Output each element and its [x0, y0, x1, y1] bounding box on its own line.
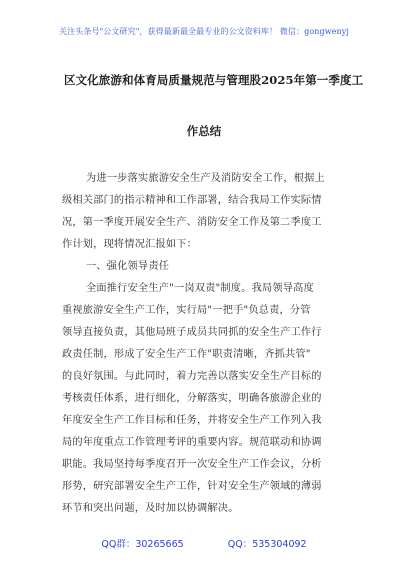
qq-group-number: QQ群：30265665 — [101, 539, 184, 550]
qq-number: QQ：535304092 — [227, 539, 307, 550]
section-body-line: 环节和突出问题，及时加以协调解决。 — [62, 503, 239, 514]
document-body — [62, 168, 362, 520]
intro-paragraph-line: 级相关部门的指示精神和工作部署，结合我局工作实际情 — [62, 195, 322, 206]
section-body-line: 全面推行安全生产"一岗双责"制度。我局领导高度 — [86, 283, 314, 294]
intro-paragraph-line: 况，第一季度开展安全生产、消防安全工作及第二季度工 — [62, 217, 322, 228]
contact-footer — [0, 539, 408, 551]
section-body-line: 的良好氛围。与此同时，着力完善以落实安全生产目标的 — [62, 371, 322, 382]
intro-paragraph-line: 作计划，现将情况汇报如下： — [62, 239, 198, 250]
section-body-line: 年度安全生产工作目标和任务，并将安全生产工作列入我 — [62, 415, 322, 426]
section-body-line: 局的年度重点工作管理考评的重要内容。规范联动和协调 — [62, 437, 322, 448]
section-body-line: 考核责任体系，进行细化，分解落实，明确各旅游企业的 — [62, 393, 322, 404]
section-body-line: 形势，研究部署安全生产工作，针对安全生产领域的薄弱 — [62, 481, 322, 492]
section-heading: 一、强化领导责任 — [86, 261, 170, 272]
intro-paragraph-line: 为进一步落实旅游安全生产及消防安全工作，根据上 — [86, 173, 325, 184]
section-body-line: 职能。我局坚持每季度召开一次安全生产工作会议，分析 — [62, 459, 322, 470]
section-body-line: 领导直接负责，其他局班子成员共同抓的安全生产工作行 — [62, 327, 322, 338]
document-title-line-2: 作总结 — [186, 124, 222, 138]
document-title-line-1: 区文化旅游和体育局质量规范与管理股2025年第一季度工 — [64, 73, 364, 87]
section-body-line: 政责任制，形成了安全生产工作"职责清晰，齐抓共管" — [62, 349, 311, 360]
promo-banner-text: 关注头条号"公文研究"，获得最新最全最专业的公文资料库！ 微信：gongwenyj — [59, 27, 349, 36]
promo-banner — [0, 27, 408, 37]
section-body-line: 重视旅游安全生产工作，实行局"一把手"负总责，分管 — [62, 305, 311, 316]
